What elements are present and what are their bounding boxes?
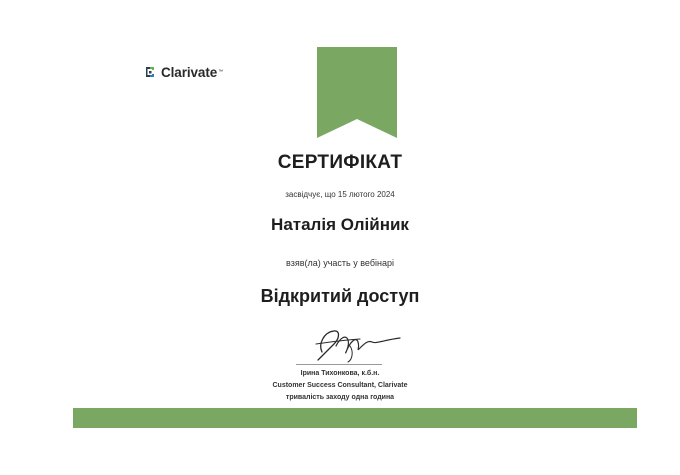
event-duration: тривалість заходу одна година	[285, 394, 395, 401]
clarivate-mark-icon	[143, 65, 157, 79]
signer-name: Ірина Тихонкова, к.б.н.	[300, 370, 380, 377]
certificate-title: СЕРТИФІКАТ	[277, 152, 403, 173]
clarivate-logo	[143, 62, 223, 82]
signer-role: Customer Success Consultant, Clarivate	[272, 382, 408, 389]
webinar-title: Відкритий доступ	[260, 286, 420, 306]
certifies-date-line: засвідчує, що 15 лютого 2024	[285, 190, 395, 199]
clarivate-wordmark: Clarivate	[161, 64, 218, 80]
recipient-name: Наталія Олійник	[271, 215, 409, 234]
ribbon-banner	[317, 47, 397, 138]
trademark-symbol: ™	[218, 69, 224, 75]
participation-line: взяв(ла) участь у вебінарі	[286, 258, 394, 268]
handwritten-signature	[300, 322, 410, 364]
signature-line	[296, 364, 382, 365]
bottom-accent-bar	[73, 408, 637, 428]
